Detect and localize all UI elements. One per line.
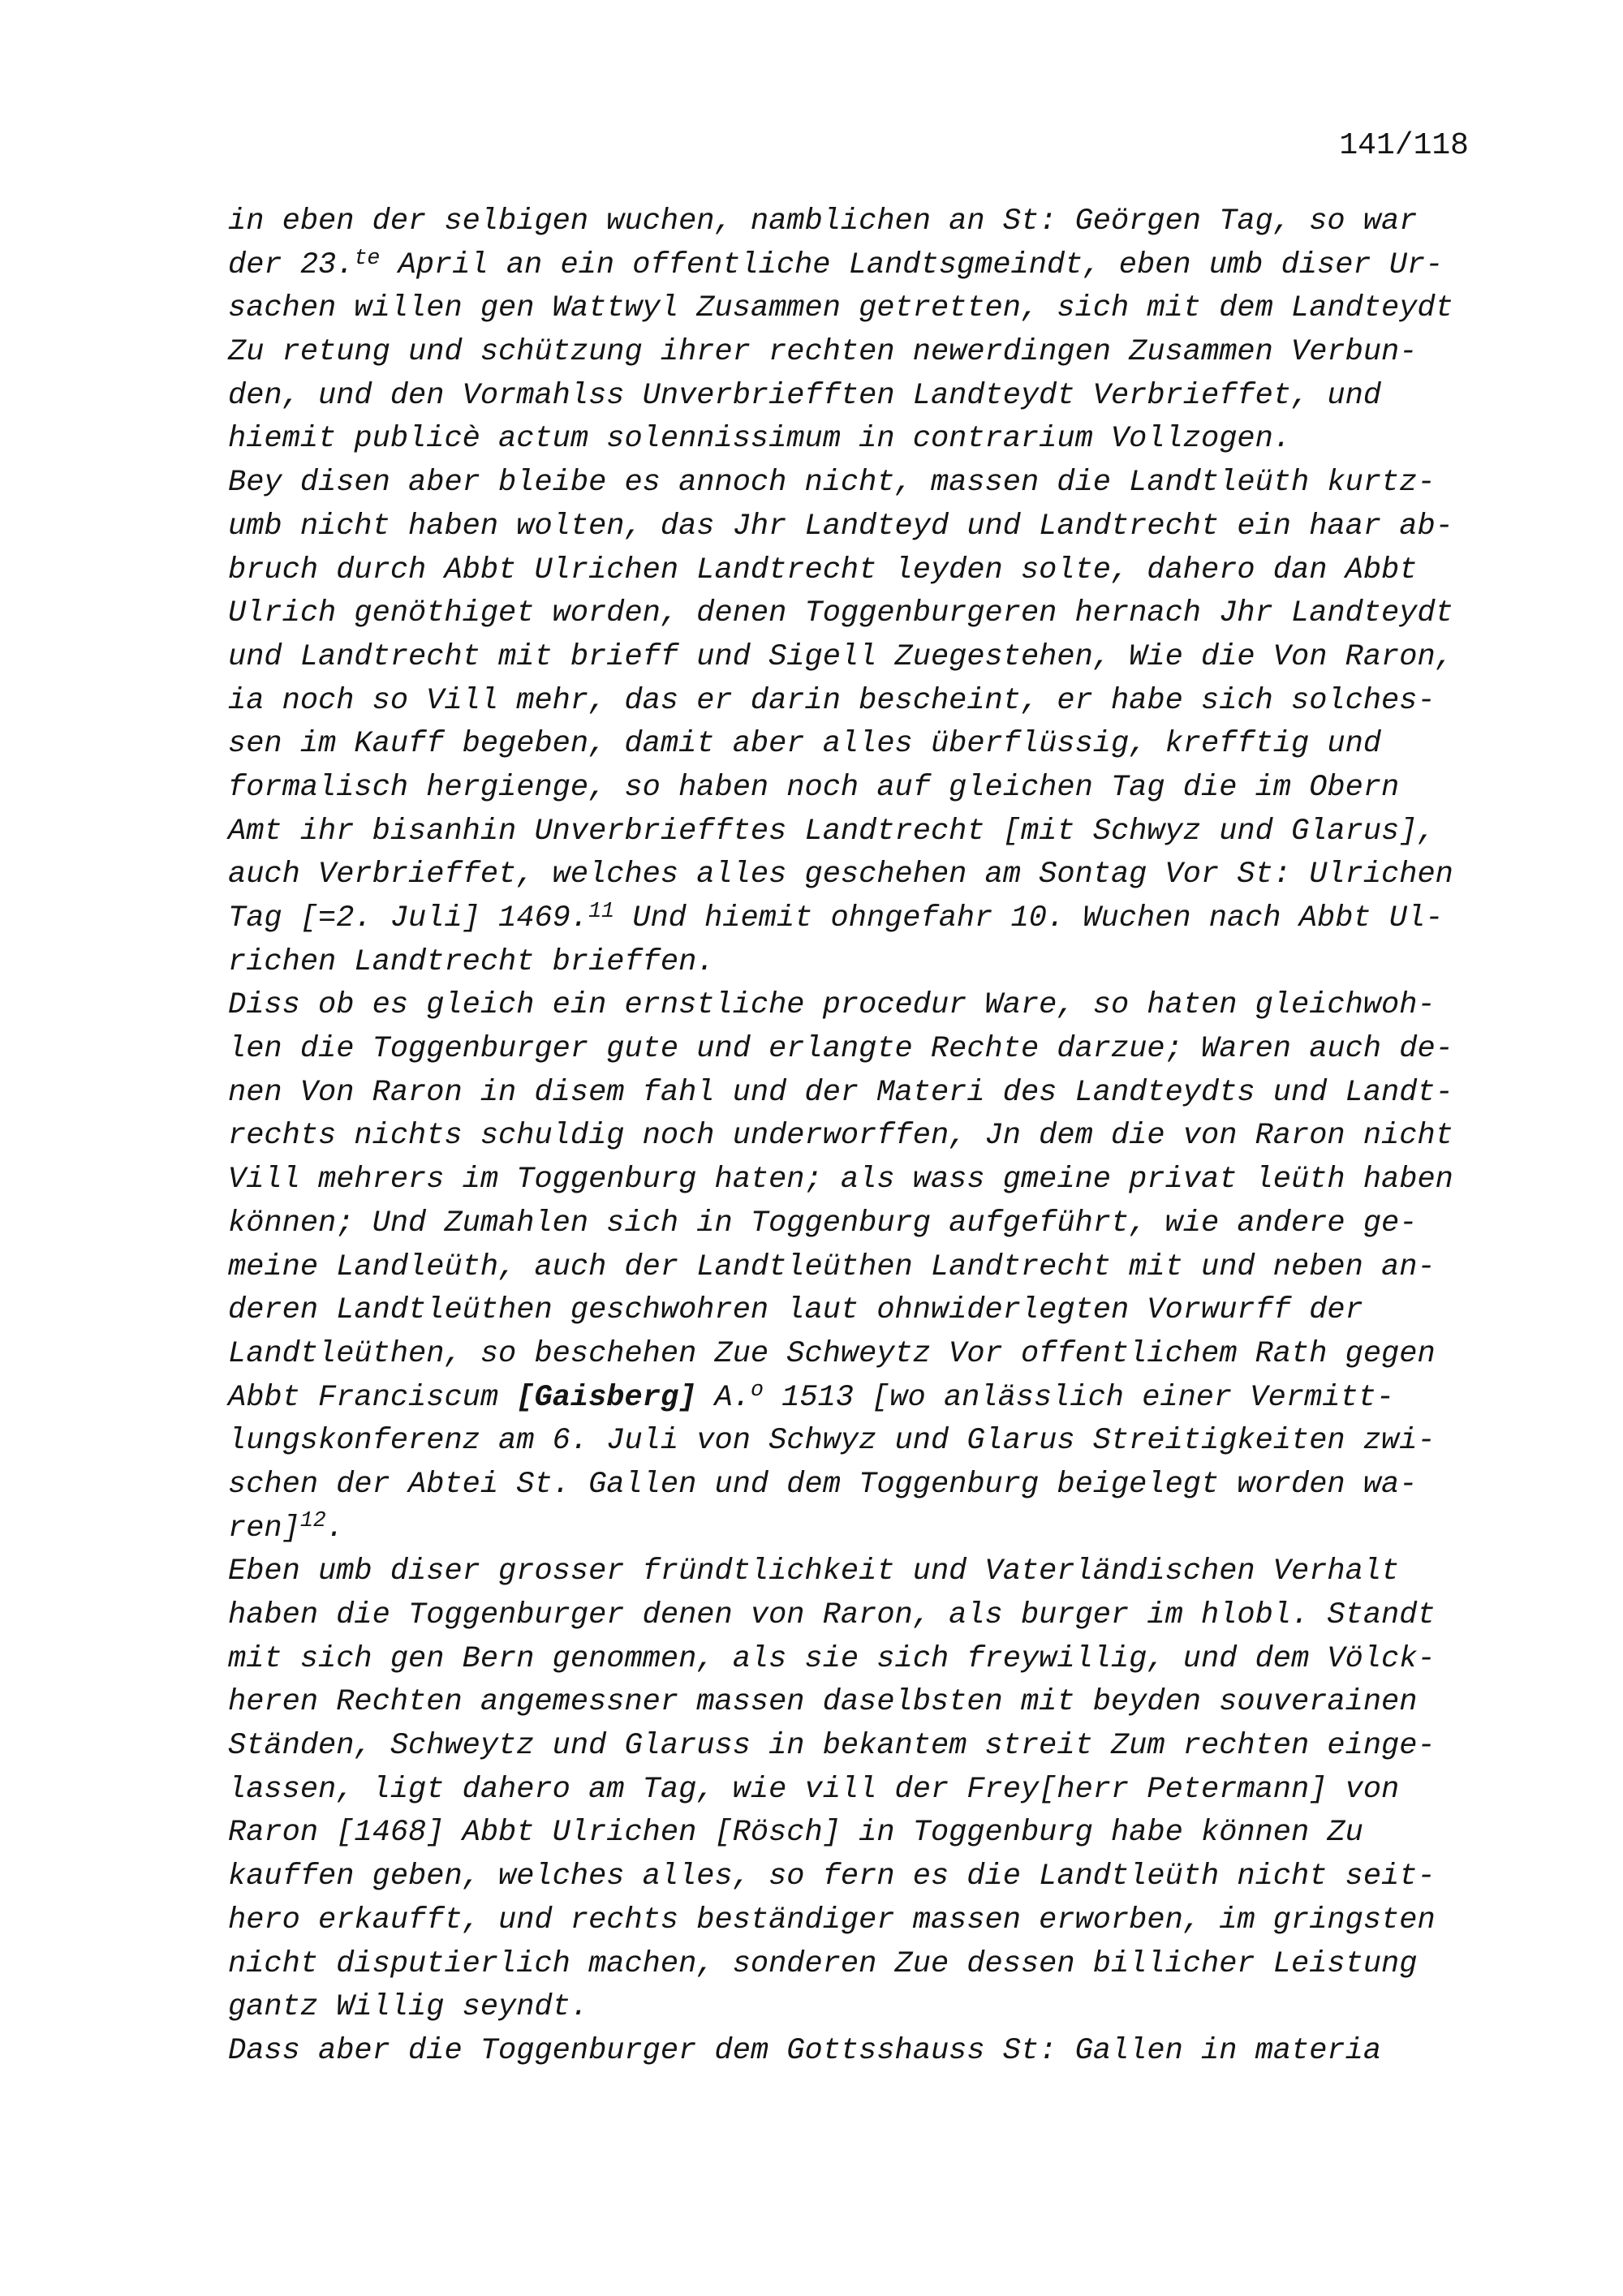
text-line — [228, 636, 1494, 680]
text-segment: ren] — [228, 1511, 300, 1546]
text-segment: den, und den Vormahlss Unverbriefften Landteydt Verbrieffet, und — [228, 378, 1382, 413]
text-line — [228, 1594, 1494, 1638]
text-line — [228, 680, 1494, 724]
text-line — [228, 984, 1494, 1028]
text-segment: Und hiemit ohngefahr 10. Wuchen nach Abbt Ul- — [614, 901, 1444, 935]
text-line — [228, 723, 1494, 767]
text-line — [228, 462, 1494, 505]
superscript-text: o — [750, 1378, 764, 1403]
text-line — [228, 331, 1494, 375]
text-line — [228, 1769, 1494, 1812]
text-segment: Diss ob es gleich ein ernstliche procedur Ware, so haten gleichwoh- — [228, 988, 1436, 1023]
text-line — [228, 941, 1494, 985]
text-line — [228, 2030, 1494, 2074]
text-segment: Ulrich genöthiget worden, denen Toggenburgeren hernach Jhr Landteydt — [228, 596, 1453, 631]
bold-text: [Gaisberg] — [516, 1380, 697, 1415]
text-segment: formalisch hergienge, so haben noch auf gleichen Tag die im Obern — [228, 770, 1400, 805]
text-line — [228, 1986, 1494, 2030]
text-segment: Ständen, Schweytz und Glaruss in bekantem streit Zum rechten einge- — [228, 1729, 1436, 1764]
text-line — [228, 1943, 1494, 1987]
text-line — [228, 1159, 1494, 1202]
text-line — [228, 549, 1494, 593]
text-line — [228, 1420, 1494, 1464]
text-segment: . — [325, 1511, 345, 1546]
text-segment: meine Landleüth, auch der Landtleüthen Landtrecht mit und neben an- — [228, 1249, 1436, 1284]
text-segment: schen der Abtei St. Gallen und dem Toggenburg beigelegt worden wa- — [228, 1467, 1418, 1502]
text-line — [228, 1072, 1494, 1116]
text-line — [228, 1464, 1494, 1507]
text-segment: Bey disen aber bleibe es annoch nicht, massen die Landtleüth kurtz- — [228, 466, 1436, 501]
text-line — [228, 1377, 1494, 1421]
text-line — [228, 1550, 1494, 1594]
text-line — [228, 1725, 1494, 1769]
text-segment: auch Verbrieffet, welches alles geschehen am Sontag Vor St: Ulrichen — [228, 858, 1453, 892]
text-line — [228, 1028, 1494, 1072]
text-line — [228, 853, 1494, 897]
text-segment: Amt ihr bisanhin Unverbriefftes Landtrecht [mit Schwyz und Glarus], — [228, 814, 1436, 849]
text-segment: der 23. — [228, 247, 355, 282]
text-segment: heren Rechten angemessner massen daselbsten mit beyden souverainen — [228, 1685, 1418, 1720]
text-segment: April an ein offentliche Landtsgmeindt, eben umb diser Ur- — [380, 247, 1444, 282]
text-segment: Raron [1468] Abbt Ulrichen [Rösch] in Toggenburg habe können Zu — [228, 1816, 1363, 1851]
text-segment: Dass aber die Toggenburger dem Gottsshauss St: Gallen in materia — [228, 2033, 1382, 2068]
text-line — [228, 810, 1494, 854]
superscript-text: te — [354, 245, 381, 270]
text-segment: kauffen geben, welches alles, so fern es die Landtleüth nicht seit- — [228, 1860, 1436, 1894]
text-segment: A. — [696, 1380, 751, 1415]
text-line — [228, 897, 1494, 941]
superscript-text: 11 — [588, 898, 615, 923]
text-segment: 1513 [wo anlässlich einer Vermitt- — [763, 1380, 1395, 1415]
text-segment: nicht disputierlich machen, sonderen Zue dessen billicher Leistung — [228, 1946, 1418, 1981]
text-line — [228, 1638, 1494, 1682]
text-segment: lungskonferenz am 6. Juli von Schwyz und Glarus Streitigkeiten zwi- — [228, 1424, 1436, 1459]
text-line — [228, 1289, 1494, 1333]
text-segment: ia noch so Vill mehr, das er darin bescheint, er habe sich solches- — [228, 683, 1436, 718]
text-segment: können; Und Zumahlen sich in Toggenburg aufgeführt, wie andere ge- — [228, 1206, 1418, 1240]
text-segment: Tag [=2. Juli] 1469. — [228, 901, 589, 935]
text-line — [228, 244, 1494, 288]
text-segment: und Landtrecht mit brieff und Sigell Zuegestehen, Wie die Von Raron, — [228, 639, 1453, 674]
text-segment: Zu retung und schützung ihrer rechten newerdingen Zusammen Verbun- — [228, 335, 1418, 370]
text-segment: bruch durch Abbt Ulrichen Landtrecht leyden solte, dahero dan Abbt — [228, 553, 1418, 587]
text-line — [228, 592, 1494, 636]
text-line — [228, 287, 1494, 331]
text-segment: nen Von Raron in disem fahl und der Materi des Landteydts und Landt- — [228, 1075, 1453, 1110]
text-line — [228, 505, 1494, 549]
text-segment: mit sich gen Bern genommen, als sie sich freywillig, und dem Völck- — [228, 1641, 1436, 1676]
text-line — [228, 1115, 1494, 1159]
text-segment: Abbt Franciscum — [228, 1380, 517, 1415]
text-segment: Eben umb diser grosser fründtlichkeit und Vaterländischen Verhalt — [228, 1554, 1400, 1589]
text-segment: Landtleüthen, so beschehen Zue Schweytz Vor offentlichem Rath gegen — [228, 1336, 1436, 1371]
text-segment: in eben der selbigen wuchen, namblichen an St: Geörgen Tag, so war — [228, 204, 1418, 239]
text-line — [228, 1202, 1494, 1246]
text-segment: hero erkaufft, und rechts beständiger massen erworben, im gringsten — [228, 1903, 1436, 1937]
text-segment: umb nicht haben wolten, das Jhr Landteyd und Landtrecht ein haar ab- — [228, 509, 1453, 544]
text-segment: haben die Toggenburger denen von Raron, als burger im hlobl. Standt — [228, 1598, 1436, 1632]
text-line — [228, 1333, 1494, 1377]
text-line — [228, 1899, 1494, 1943]
text-line — [228, 767, 1494, 810]
text-segment: sachen willen gen Wattwyl Zusammen getretten, sich mit dem Landteydt — [228, 291, 1453, 326]
text-line — [228, 200, 1494, 244]
text-segment: gantz Willig seyndt. — [228, 1990, 589, 2025]
page-number: 141/118 — [1339, 128, 1469, 163]
text-line — [228, 1812, 1494, 1855]
text-line — [228, 1855, 1494, 1899]
text-segment: richen Landtrecht brieffen. — [228, 944, 715, 979]
text-line — [228, 375, 1494, 419]
text-line — [228, 1246, 1494, 1290]
text-segment: Vill mehrers im Toggenburg haten; als wass gmeine privat leüth haben — [228, 1163, 1453, 1197]
text-line — [228, 1507, 1494, 1551]
text-line — [228, 418, 1494, 462]
text-segment: sen im Kauff begeben, damit aber alles überflüssig, krefftig und — [228, 727, 1382, 762]
text-segment: rechts nichts schuldig noch underworffen, Jn dem die von Raron nicht — [228, 1119, 1453, 1154]
text-segment: lassen, ligt dahero am Tag, wie vill der Frey[herr Petermann] von — [228, 1772, 1400, 1807]
document-body — [228, 200, 1494, 2074]
superscript-text: 12 — [299, 1508, 326, 1533]
text-segment: len die Toggenburger gute und erlangte Rechte darzue; Waren auch de- — [228, 1032, 1453, 1067]
text-line — [228, 1681, 1494, 1725]
text-segment: deren Landtleüthen geschwohren laut ohnwiderlegten Vorwurff der — [228, 1293, 1363, 1328]
text-segment: hiemit publicè actum solennissimum in contrarium Vollzogen. — [228, 422, 1292, 457]
